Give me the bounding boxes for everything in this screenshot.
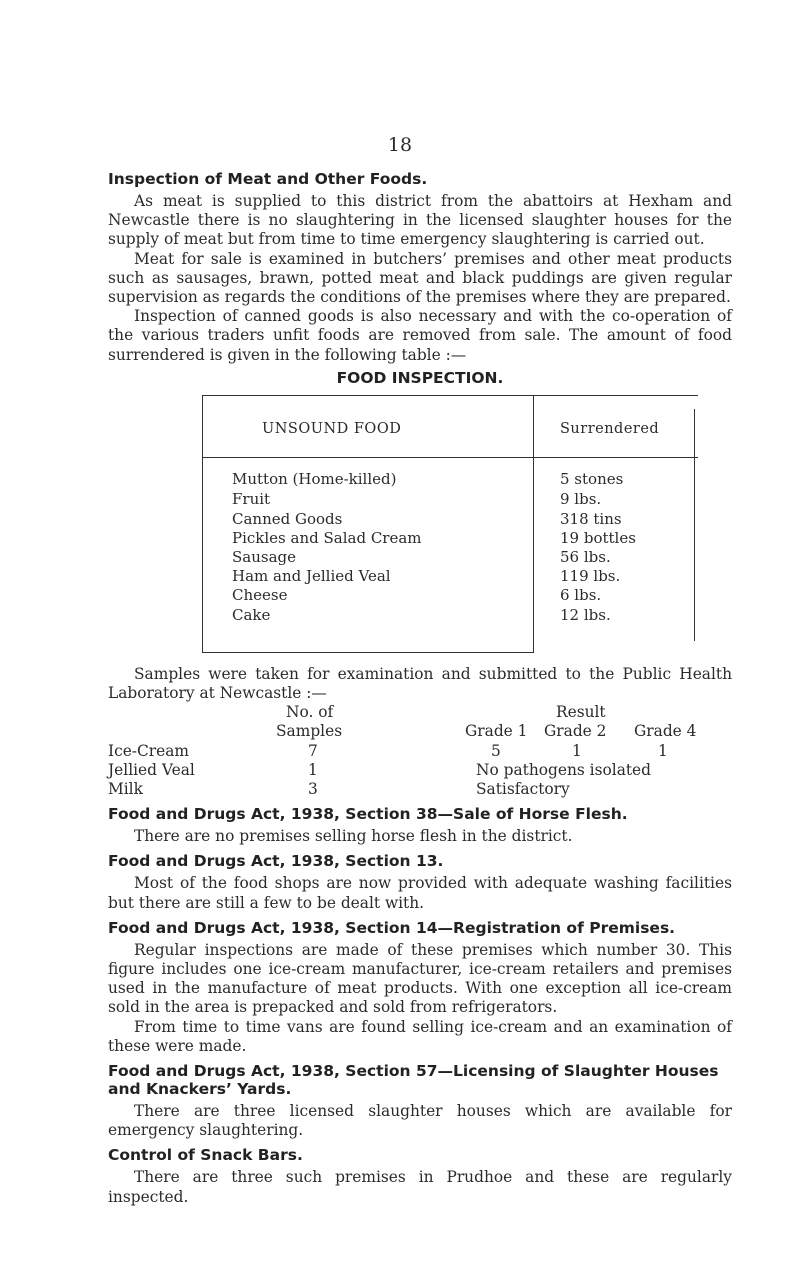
table-row	[232, 529, 672, 548]
header-grade-2: Grade 2	[544, 722, 607, 741]
food-name: Pickles and Salad Cream	[232, 528, 422, 547]
paragraph: There are three such premises in Prudhoe and these are regularly inspected.	[108, 1168, 732, 1206]
paragraph: There are three licensed slaughter houses which are available for emergency slaughtering.	[108, 1102, 732, 1140]
table-row	[232, 606, 672, 625]
sample-result: Satisfactory	[476, 780, 570, 799]
section-heading: Control of Snack Bars.	[108, 1146, 303, 1165]
section	[108, 1146, 732, 1206]
section-heading: Food and Drugs Act, 1938, Section 13.	[108, 852, 444, 871]
food-name: Cheese	[232, 585, 288, 604]
paragraph: Regular inspections are made of these premises which number 30. This figure includes one ice-cream manufacturer, ice-cream retailers and premises used in the manufacture of meat products. With one exception all ice-cream sold in the area is prepacked and sold from refrigerators.	[108, 940, 732, 1017]
food-amount: 5 stones	[560, 469, 624, 488]
food-amount: 119 lbs.	[560, 566, 621, 585]
paragraph: Samples were taken for examination and submitted to the Public Health Laboratory at Newcastle :—	[108, 664, 732, 703]
sample-count: 3	[308, 780, 318, 799]
header-no-of: No. of	[286, 703, 334, 722]
food-amount: 19 bottles	[560, 528, 636, 547]
food-name: Sausage	[232, 547, 296, 566]
sample-item: Jellied Veal	[108, 761, 195, 780]
samples-table	[108, 703, 732, 824]
food-amount: 318 tins	[560, 509, 622, 528]
section	[108, 852, 732, 912]
food-name: Canned Goods	[232, 509, 343, 528]
sample-result-grade-4: 1	[658, 742, 668, 761]
table-row	[232, 490, 672, 509]
paragraph: As meat is supplied to this district from the abattoirs at Hexham and Newcastle there is no slaughtering in the licensed slaughter houses for the supply of meat but from time to time emergency slaughtering is carried out.	[108, 192, 732, 249]
header-grade-1: Grade 1	[465, 722, 528, 741]
food-name: Mutton (Home-killed)	[232, 469, 397, 488]
paragraph: Inspection of canned goods is also necessary and with the co-operation of the various traders unfit foods are removed from sale. The amount of food surrendered is given in the following table :—	[108, 307, 732, 364]
table-rule	[202, 395, 203, 653]
paragraph: From time to time vans are found selling ice-cream and an examination of these were made.	[108, 1017, 732, 1055]
content	[108, 170, 732, 1207]
sample-count: 1	[308, 761, 318, 780]
food-name: Cake	[232, 605, 271, 624]
header-samples: Samples	[276, 722, 343, 741]
table-rule	[202, 395, 698, 396]
section-heading: Inspection of Meat and Other Foods.	[108, 170, 428, 188]
section-heading: Food and Drugs Act, 1938, Section 57—Licensing of Slaughter Houses and Knackers’ Yards.	[108, 1062, 719, 1099]
table-rule	[202, 652, 533, 653]
food-amount: 6 lbs.	[560, 585, 602, 604]
table-row	[232, 548, 672, 567]
food-name: Fruit	[232, 489, 271, 508]
table-rule	[202, 457, 698, 458]
food-amount: 56 lbs.	[560, 547, 611, 566]
paragraph: Most of the food shops are now provided with adequate washing facilities but there are still a few to be dealt with.	[108, 874, 732, 912]
table-row	[232, 470, 672, 489]
table-row	[232, 567, 672, 586]
table-row	[232, 510, 672, 529]
sample-result: No pathogens isolated	[476, 761, 652, 780]
sample-count: 7	[308, 742, 318, 761]
sample-result-grade-1: 5	[491, 742, 501, 761]
page-number: 18	[387, 134, 413, 156]
food-amount: 9 lbs.	[560, 489, 602, 508]
table-rule	[694, 409, 695, 641]
column-header-surrendered: Surrendered	[560, 420, 660, 437]
paragraph: There are no premises selling horse flesh in the district.	[134, 827, 573, 846]
section	[108, 919, 732, 1056]
paragraph: Meat for sale is examined in butchers’ premises and other meat products such as sausages, brawn, potted meat and black puddings are given regular supervision as regards the conditions of the premises where they are prepared.	[108, 249, 732, 307]
sample-item: Ice-Cream	[108, 742, 190, 761]
sample-result-grade-2: 1	[572, 742, 582, 761]
section-heading: Food and Drugs Act, 1938, Section 38—Sale of Horse Flesh.	[108, 805, 628, 824]
table-row	[232, 586, 672, 605]
food-inspection-table	[202, 395, 698, 655]
column-header-unsound-food: UNSOUND FOOD	[262, 420, 402, 437]
section-heading: Food and Drugs Act, 1938, Section 14—Registration of Premises.	[108, 918, 676, 937]
table-title: FOOD INSPECTION.	[336, 368, 504, 387]
header-result: Result	[556, 703, 606, 722]
section	[108, 1062, 732, 1140]
sample-item: Milk	[108, 780, 143, 799]
food-name: Ham and Jellied Veal	[232, 566, 391, 585]
food-amount: 12 lbs.	[560, 605, 611, 624]
header-grade-4: Grade 4	[634, 722, 697, 741]
